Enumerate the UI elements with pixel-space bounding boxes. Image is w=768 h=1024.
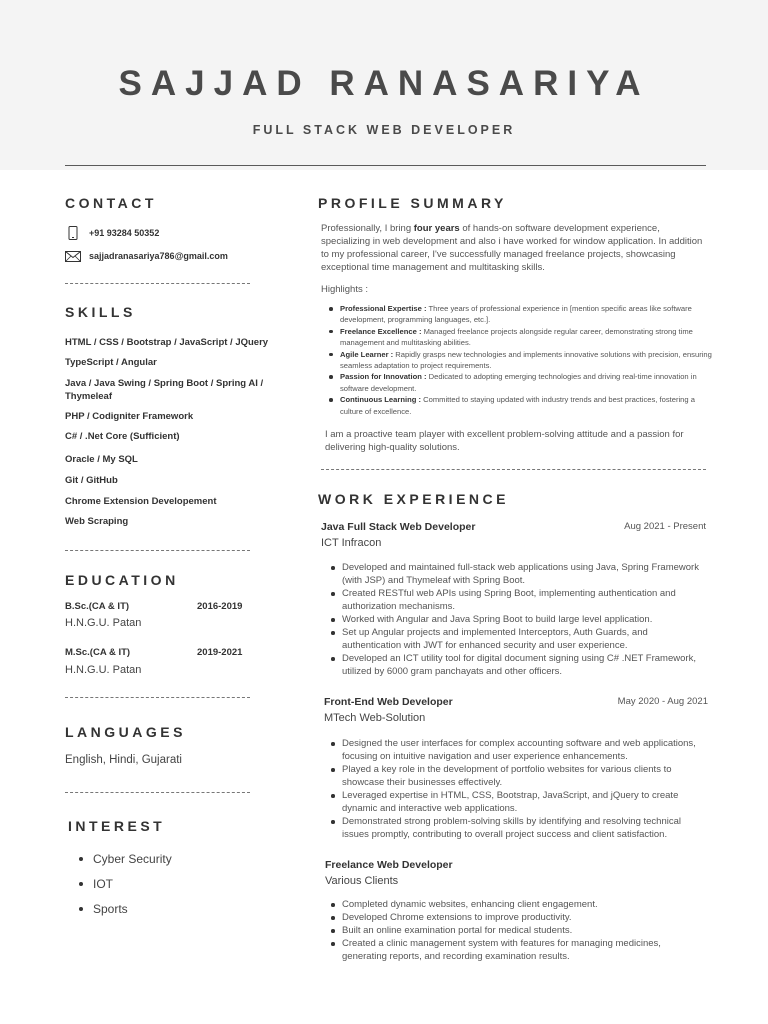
left-divider: [65, 283, 250, 284]
interest-heading: INTEREST: [68, 818, 166, 834]
education-institution: H.N.G.U. Patan: [65, 664, 142, 676]
job-bullet: Demonstrated strong problem-solving skills by identifying and resolving technical issues promptly, contributing to overall project success and client satisfaction.: [325, 815, 705, 841]
skill-item: Java / Java Swing / Spring Boot / Spring AI / Thymeleaf: [65, 378, 264, 402]
phone-icon: [65, 226, 81, 240]
job-bullet: Played a key role in the development of portfolio websites for various clients to showcase their businesses effectively.: [325, 763, 705, 789]
job-bullets: [325, 561, 705, 678]
job-bullet: Designed the user interfaces for complex accounting software and web applications, focusing on intuitive navigation and user experience enhancements.: [325, 737, 705, 763]
interest-item: IOT: [65, 871, 172, 896]
job-bullet: Set up Angular projects and implemented Interceptors, Auth Guards, and authentication with JWT for enhanced security and user experience.: [325, 626, 705, 652]
skill-item: PHP / Codigniter Framework: [65, 411, 194, 422]
job-date: Aug 2021 - Present: [624, 521, 706, 532]
job-bullets: [325, 737, 705, 841]
interest-item: Cyber Security: [65, 846, 172, 871]
highlights-list: [326, 303, 716, 417]
education-degree: B.Sc.(CA & IT): [65, 601, 130, 612]
job-date: May 2020 - Aug 2021: [617, 696, 708, 707]
highlight-item: Passion for Innovation : Dedicated to adopting emerging technologies and driving real-time innovation in software development.: [326, 371, 716, 394]
email-address: sajjadranasariya786@gmail.com: [89, 251, 228, 261]
candidate-role: FULL STACK WEB DEVELOPER: [252, 123, 516, 137]
job-bullet: Developed an ICT utility tool for digital document signing using C# .NET Framework, utilized by 6000 gram panchayats and other officers.: [325, 652, 705, 678]
profile-closing: I am a proactive team player with excellent problem-solving attitude and a passion for delivering high-quality solutions.: [325, 429, 684, 453]
interest-item: Sports: [65, 896, 172, 921]
education-institution: H.N.G.U. Patan: [65, 617, 142, 629]
phone-number: +91 93284 50352: [89, 228, 160, 238]
education-heading: EDUCATION: [65, 572, 179, 588]
highlight-item: Freelance Excellence : Managed freelance projects alongside regular career, demonstrating strong time management and multitasking abilities.: [326, 326, 716, 349]
job-bullet: Leveraged expertise in HTML, CSS, Bootstrap, JavaScript, and jQuery to create dynamic and interactive web applications.: [325, 789, 705, 815]
job-bullet: Created RESTful web APIs using Spring Boot, implementing authentication and authorization mechanisms.: [325, 587, 705, 613]
skill-item: Git / GitHub: [65, 475, 118, 486]
job-company: Various Clients: [325, 875, 399, 887]
interest-list: [65, 846, 172, 921]
skill-item: TypeScript / Angular: [65, 357, 157, 368]
skill-item: HTML / CSS / Bootstrap / JavaScript / JQuery: [65, 337, 269, 348]
job-bullets: [325, 898, 705, 963]
candidate-name: SAJJAD RANASARIYA: [118, 64, 650, 103]
languages-heading: LANGUAGES: [65, 724, 186, 740]
work-heading: WORK EXPERIENCE: [318, 491, 509, 507]
profile-intro: Professionally, I bring four years of hands-on software development experience, specializing in web development and also i have worked for window application. In addition to my professional career, I've successfully managed freelance projects, showcasing exceptional time management and multitasking skills.: [321, 223, 703, 273]
job-bullet: Developed Chrome extensions to improve productivity.: [325, 911, 705, 924]
skill-item: Chrome Extension Developement: [65, 496, 217, 507]
job-bullet: Worked with Angular and Java Spring Boot to build large level application.: [325, 613, 705, 626]
education-degree: M.Sc.(CA & IT): [65, 647, 131, 658]
skill-item: C# / .Net Core (Sufficient): [65, 431, 180, 442]
languages-list: English, Hindi, Gujarati: [65, 754, 182, 766]
mail-icon: [65, 249, 81, 263]
skills-heading: SKILLS: [65, 304, 136, 320]
highlights-label: Highlights :: [321, 284, 368, 295]
highlight-item: Professional Expertise : Three years of professional experience in [mention specific areas like software development, programming languages, etc.].: [326, 303, 716, 326]
job-company: ICT Infracon: [321, 537, 382, 549]
job-title: Java Full Stack Web Developer: [321, 521, 476, 533]
job-company: MTech Web-Solution: [324, 712, 426, 724]
profile-heading: PROFILE SUMMARY: [318, 195, 507, 211]
left-divider: [65, 792, 250, 793]
left-divider: [65, 697, 250, 698]
job-title: Freelance Web Developer: [325, 859, 453, 871]
left-divider: [65, 550, 250, 551]
contact-phone[interactable]: [65, 226, 159, 240]
skill-item: Oracle / My SQL: [65, 454, 138, 465]
job-bullet: Completed dynamic websites, enhancing client engagement.: [325, 898, 705, 911]
job-bullet: Created a clinic management system with features for managing medicines, generating reports, and recording examination results.: [325, 937, 705, 963]
contact-heading: CONTACT: [65, 195, 157, 211]
highlight-item: Agile Learner : Rapidly grasps new technologies and implements innovative solutions with precision, ensuring seamless adaptation to project requirements.: [326, 349, 716, 372]
skill-item: Web Scraping: [65, 516, 129, 527]
education-years: 2016-2019: [197, 601, 243, 612]
contact-email[interactable]: [65, 249, 228, 263]
right-divider: [321, 469, 706, 470]
job-bullet: Built an online examination portal for medical students.: [325, 924, 705, 937]
job-bullet: Developed and maintained full-stack web applications using Java, Spring Framework (with JSP) and Thymeleaf with Spring Boot.: [325, 561, 705, 587]
highlight-item: Continuous Learning : Committed to staying updated with industry trends and best practices, fostering a culture of excellence.: [326, 394, 716, 417]
header-divider: [65, 165, 706, 166]
job-title: Front-End Web Developer: [324, 696, 453, 708]
education-years: 2019-2021: [197, 647, 243, 658]
